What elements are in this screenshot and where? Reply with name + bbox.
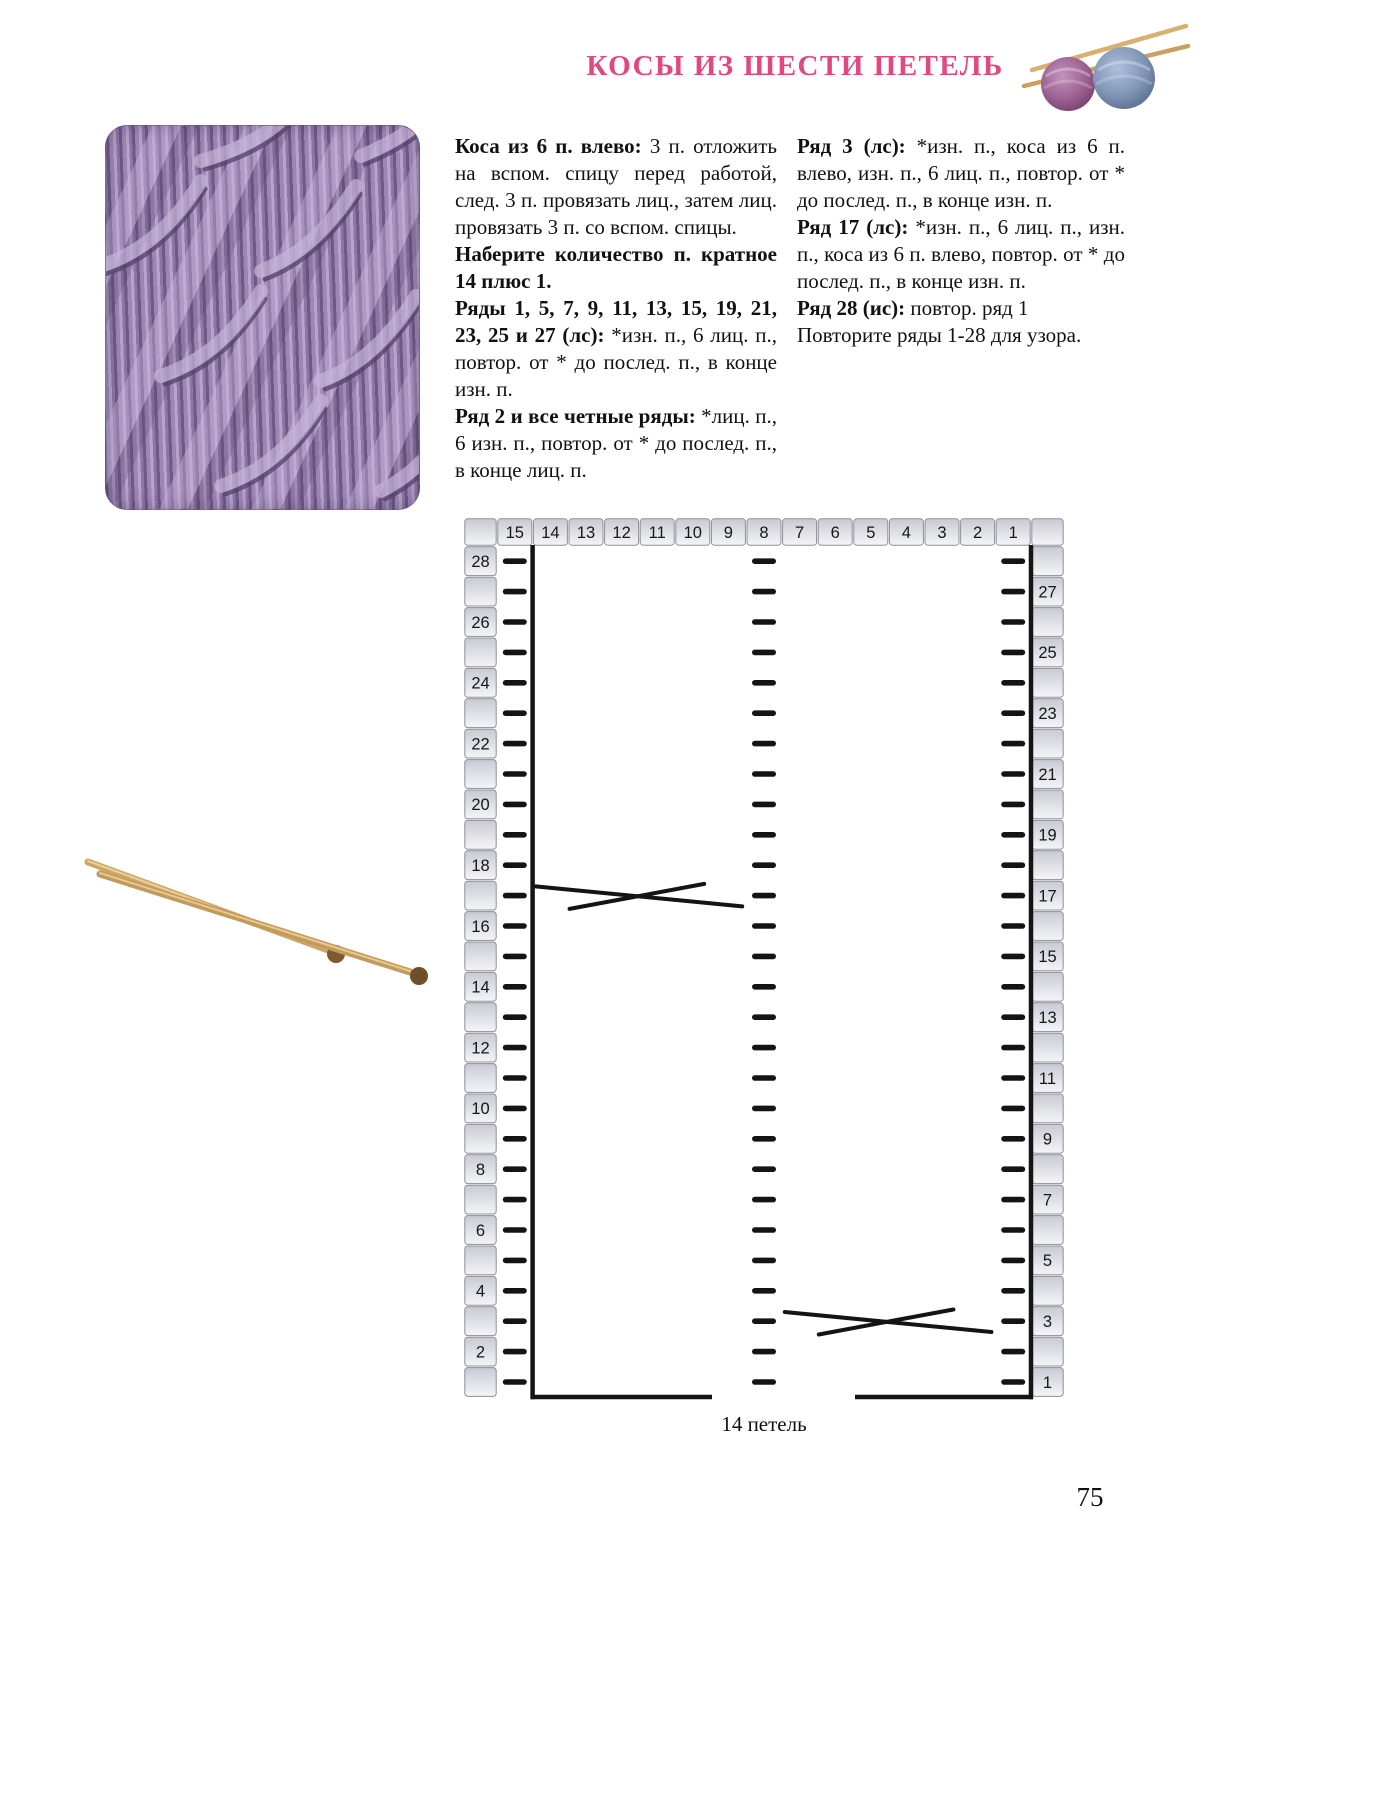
purl-dash-symbol	[503, 680, 527, 686]
purl-dash-symbol	[503, 832, 527, 838]
chart-number-label: 18	[471, 857, 490, 875]
purl-dash-symbol	[752, 710, 776, 716]
chart-right-row-cell	[1032, 729, 1063, 758]
paragraph-repeat	[797, 322, 1125, 349]
chart-right-row-cell	[1032, 1276, 1063, 1305]
purl-dash-symbol	[752, 1288, 776, 1294]
chart-number-label: 10	[683, 523, 702, 542]
chart-number-label: 12	[471, 1039, 490, 1058]
chart-number-label: 13	[1038, 1009, 1057, 1027]
purl-dash-symbol	[752, 619, 776, 625]
purl-dash-symbol	[1001, 1014, 1025, 1020]
purl-dash-symbol	[1001, 1197, 1025, 1203]
purl-dash-symbol	[752, 589, 776, 595]
paragraph-cast-on	[455, 241, 777, 295]
purl-dash-symbol	[752, 862, 776, 868]
paragraph-lead: Ряд 28 (ис):	[797, 296, 906, 320]
yarn-ball-blue-icon	[1093, 47, 1155, 109]
chart-right-row-cell	[1032, 1155, 1063, 1184]
knitting-needle-icon	[100, 873, 428, 985]
chart-right-row-cell	[1032, 608, 1063, 637]
chart-number-label: 23	[1038, 705, 1057, 723]
paragraph-body: *изн. п., коса из 6 п. влево, изн. п., 6 лиц. п., повтор. от * до послед. п., в конце изн. п.	[797, 134, 1126, 212]
chart-number-label: 9	[1042, 1130, 1053, 1149]
paragraph-row-17	[797, 214, 1125, 295]
chart-number-label: 16	[471, 917, 490, 936]
purl-dash-symbol	[503, 710, 527, 716]
instructions-column-1	[455, 133, 777, 484]
purl-dash-symbol	[503, 923, 527, 929]
purl-dash-symbol	[752, 771, 776, 777]
purl-dash-symbol	[1001, 862, 1025, 868]
chart-right-row-cell	[1032, 1094, 1063, 1123]
instructions-column-2	[797, 133, 1125, 349]
chart-right-row-cell	[1032, 790, 1063, 819]
paragraph-body: *изн. п., 6 лиц. п., повтор. от * до послед. п., в конце изн. п.	[455, 323, 777, 401]
chart-number-label: 25	[1038, 644, 1057, 663]
purl-dash-symbol	[752, 650, 776, 656]
paragraph-row-28	[797, 295, 1125, 322]
purl-dash-symbol	[752, 1227, 776, 1233]
chart-corner-cell	[1032, 519, 1063, 545]
yarn-ball-purple-icon	[1041, 57, 1095, 111]
chart-number-label: 10	[471, 1100, 490, 1119]
chart-number-label: 7	[795, 523, 805, 542]
paragraph-body: 3 п. отложить на вспом. спицу перед работой, след. 3 п. провязать лиц., затем лиц. провязать 3 п. со вспом. спицы.	[455, 134, 777, 239]
purl-dash-symbol	[1001, 680, 1025, 686]
purl-dash-symbol	[503, 1014, 527, 1020]
purl-dash-symbol	[752, 893, 776, 899]
purl-dash-symbol	[752, 984, 776, 990]
purl-dash-symbol	[503, 1349, 527, 1355]
chart-number-label: 15	[1038, 948, 1057, 967]
purl-dash-symbol	[752, 558, 776, 564]
purl-dash-symbol	[752, 832, 776, 838]
chart-right-row-cell	[1032, 1216, 1063, 1245]
purl-dash-symbol	[503, 1166, 527, 1172]
purl-dash-symbol	[752, 1349, 776, 1355]
chart-number-label: 21	[1038, 765, 1057, 784]
paragraph-lead: Наберите количество п. кратное 14 плюс 1.	[455, 242, 777, 293]
purl-dash-symbol	[752, 923, 776, 929]
purl-dash-symbol	[503, 1136, 527, 1142]
chart-corner-cell	[465, 519, 496, 545]
chart-number-label: 3	[937, 523, 947, 542]
page-title: КОСЫ ИЗ ШЕСТИ ПЕТЕЛЬ	[586, 50, 1004, 82]
purl-dash-symbol	[752, 1014, 776, 1020]
purl-dash-symbol	[752, 1197, 776, 1203]
chart-left-row-cell	[465, 1307, 496, 1336]
chart-number-label: 15	[505, 523, 524, 542]
yarn-balls-photo	[1010, 18, 1195, 123]
chart-right-row-cell	[1032, 668, 1063, 697]
paragraph-lead: Ряд 17 (лс):	[797, 215, 909, 239]
purl-dash-symbol	[752, 1258, 776, 1264]
purl-dash-symbol	[1001, 558, 1025, 564]
chart-caption: 14 петель	[721, 1412, 807, 1436]
chart-number-label: 13	[576, 523, 596, 542]
purl-dash-symbol	[1001, 741, 1025, 747]
purl-dash-symbol	[1001, 1379, 1025, 1385]
chart-left-row-cell	[465, 577, 496, 606]
purl-dash-symbol	[503, 558, 527, 564]
purl-dash-symbol	[503, 1227, 527, 1233]
chart-number-label: 20	[471, 796, 490, 815]
chart-left-row-cell	[465, 699, 496, 728]
purl-dash-symbol	[752, 1379, 776, 1385]
purl-dash-symbol	[1001, 1045, 1025, 1051]
chart-number-label: 14	[541, 523, 560, 542]
paragraph-lead: Ряд 3 (лс):	[797, 134, 906, 158]
knit-swatch-photo	[105, 125, 420, 510]
chart-left-row-cell	[465, 1246, 496, 1275]
purl-dash-symbol	[503, 1197, 527, 1203]
chart-number-label: 24	[471, 674, 490, 693]
chart-right-row-cell	[1032, 972, 1063, 1001]
purl-dash-symbol	[752, 1106, 776, 1112]
chart-right-row-cell	[1032, 851, 1063, 880]
cable-symbol-line	[570, 884, 705, 909]
chart-number-label: 22	[471, 735, 490, 754]
chart-left-row-cell	[465, 1185, 496, 1214]
chart-number-label: 4	[475, 1282, 486, 1301]
purl-dash-symbol	[1001, 710, 1025, 716]
chart-number-label: 6	[475, 1221, 486, 1240]
purl-dash-symbol	[503, 589, 527, 595]
chart-right-row-cell	[1032, 547, 1063, 576]
page-number: 75	[1076, 1482, 1104, 1512]
paragraph-lead: Ряды 1, 5, 7, 9, 11, 13, 15, 19, 21, 23, 25 и 27 (лс):	[455, 296, 777, 347]
chart-number-label: 12	[612, 523, 631, 542]
chart-left-row-cell	[465, 1124, 496, 1153]
chart-number-label: 5	[1042, 1252, 1053, 1271]
purl-dash-symbol	[503, 1258, 527, 1264]
purl-dash-symbol	[503, 802, 527, 808]
purl-dash-symbol	[1001, 1258, 1025, 1264]
purl-dash-symbol	[503, 954, 527, 960]
chart-number-label: 17	[1038, 887, 1057, 906]
chart-right-row-cell	[1032, 1033, 1063, 1062]
purl-dash-symbol	[503, 1075, 527, 1081]
purl-dash-symbol	[1001, 1106, 1025, 1112]
paragraph-even-rows	[455, 403, 777, 484]
purl-dash-symbol	[1001, 1349, 1025, 1355]
purl-dash-symbol	[1001, 893, 1025, 899]
purl-dash-symbol	[752, 680, 776, 686]
paragraph-lead: Коса из 6 п. влево:	[455, 134, 642, 158]
purl-dash-symbol	[503, 741, 527, 747]
paragraph-body: *лиц. п., 6 изн. п., повтор. от * до послед. п., в конце лиц. п.	[455, 404, 777, 482]
purl-dash-symbol	[1001, 1318, 1025, 1324]
purl-dash-symbol	[752, 1166, 776, 1172]
chart-number-label: 3	[1042, 1313, 1053, 1331]
knitting-chart	[464, 518, 1064, 1413]
purl-dash-symbol	[503, 771, 527, 777]
purl-dash-symbol	[1001, 1075, 1025, 1081]
purl-dash-symbol	[1001, 1166, 1025, 1172]
chart-number-label: 28	[471, 553, 490, 571]
purl-dash-symbol	[752, 954, 776, 960]
paragraph-lead: Ряд 2 и все четные ряды:	[455, 404, 696, 428]
purl-dash-symbol	[1001, 832, 1025, 838]
chart-left-row-cell	[465, 1368, 496, 1397]
purl-dash-symbol	[752, 1045, 776, 1051]
chart-number-label: 5	[866, 523, 876, 542]
chart-number-label: 2	[973, 523, 983, 542]
purl-dash-symbol	[503, 893, 527, 899]
purl-dash-symbol	[1001, 771, 1025, 777]
chart-number-label: 26	[471, 613, 490, 632]
paragraph-cable-definition	[455, 133, 777, 241]
purl-dash-symbol	[503, 1318, 527, 1324]
purl-dash-symbol	[752, 741, 776, 747]
chart-number-label: 11	[1038, 1069, 1057, 1088]
chart-number-label: 6	[830, 523, 840, 542]
chart-number-label: 11	[648, 523, 666, 542]
purl-dash-symbol	[503, 650, 527, 656]
purl-dash-symbol	[752, 1136, 776, 1142]
purl-dash-symbol	[1001, 650, 1025, 656]
paragraph-body: *изн. п., 6 лиц. п., изн. п., коса из 6 п. влево, повтор. от * до послед. п., в конце изн. п.	[797, 215, 1125, 293]
purl-dash-symbol	[503, 619, 527, 625]
chart-number-label: 7	[1042, 1191, 1053, 1210]
purl-dash-symbol	[503, 1106, 527, 1112]
purl-dash-symbol	[752, 1318, 776, 1324]
purl-dash-symbol	[503, 1288, 527, 1294]
knitting-needles-photo	[70, 830, 470, 1020]
purl-dash-symbol	[503, 1045, 527, 1051]
purl-dash-symbol	[1001, 1227, 1025, 1233]
chart-number-label: 8	[475, 1161, 486, 1179]
cable-symbol-line	[819, 1310, 954, 1335]
chart-right-row-cell	[1032, 912, 1063, 941]
chart-number-label: 1	[1042, 1373, 1053, 1392]
purl-dash-symbol	[1001, 802, 1025, 808]
purl-dash-symbol	[1001, 1288, 1025, 1294]
chart-number-label: 14	[471, 978, 490, 997]
chart-number-label: 4	[901, 523, 911, 542]
paragraph-odd-rows	[455, 295, 777, 403]
chart-left-row-cell	[465, 638, 496, 667]
cable-texture-overlay	[106, 126, 420, 510]
purl-dash-symbol	[752, 1075, 776, 1081]
paragraph-body: Повторите ряды 1-28 для узора.	[797, 323, 1082, 347]
chart-left-row-cell	[465, 1064, 496, 1093]
purl-dash-symbol	[1001, 619, 1025, 625]
purl-dash-symbol	[503, 862, 527, 868]
purl-dash-symbol	[1001, 923, 1025, 929]
chart-number-label: 8	[759, 523, 769, 542]
purl-dash-symbol	[1001, 984, 1025, 990]
chart-number-label: 19	[1038, 826, 1057, 845]
purl-dash-symbol	[503, 1379, 527, 1385]
chart-right-row-cell	[1032, 1337, 1063, 1366]
chart-number-label: 9	[723, 523, 733, 542]
purl-dash-symbol	[1001, 954, 1025, 960]
purl-dash-symbol	[752, 802, 776, 808]
purl-dash-symbol	[1001, 589, 1025, 595]
paragraph-row-3	[797, 133, 1125, 214]
chart-left-row-cell	[465, 760, 496, 789]
chart-number-label: 27	[1038, 583, 1057, 602]
chart-number-label: 2	[475, 1343, 486, 1362]
purl-dash-symbol	[1001, 1136, 1025, 1142]
purl-dash-symbol	[503, 984, 527, 990]
paragraph-body: повтор. ряд 1	[910, 296, 1029, 320]
chart-number-label: 1	[1008, 523, 1018, 542]
